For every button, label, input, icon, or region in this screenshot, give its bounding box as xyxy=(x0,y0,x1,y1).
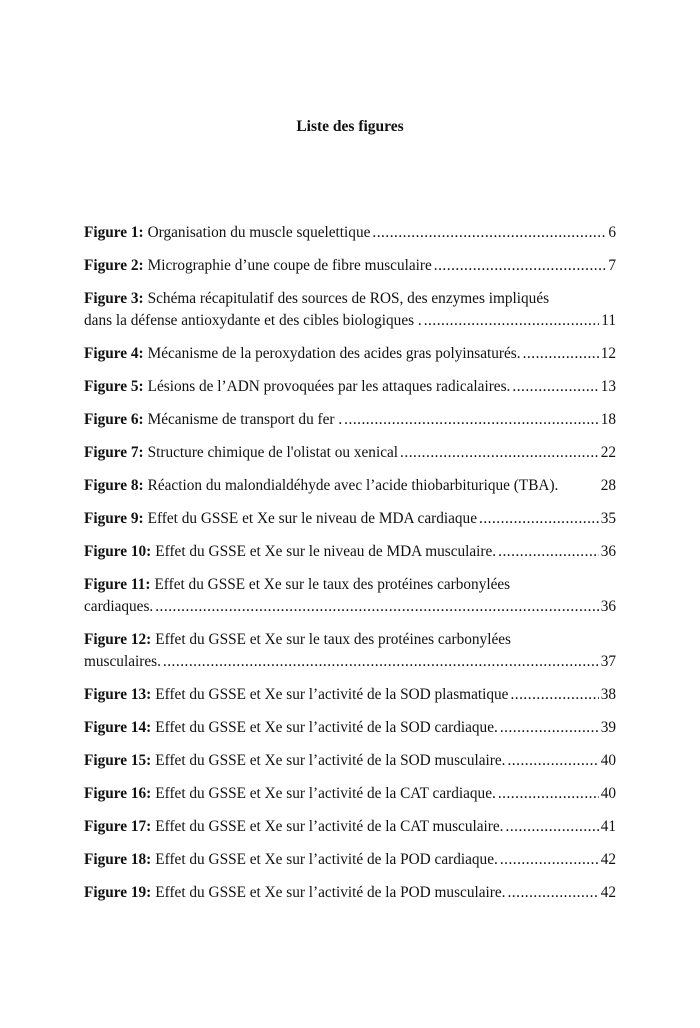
figure-label: Figure 16: xyxy=(84,785,152,802)
figure-label: Figure 17: xyxy=(84,818,152,835)
entry-line xyxy=(84,442,616,464)
entry-line xyxy=(84,343,616,365)
figure-label: Figure 3: xyxy=(84,290,144,307)
figure-label: Figure 15: xyxy=(84,752,152,769)
figure-caption: Mécanisme de la peroxydation des acides gras polyinsaturés. xyxy=(147,345,521,362)
page-number: 35 xyxy=(600,510,616,527)
dot-leader xyxy=(507,750,598,772)
figure-entry[interactable] xyxy=(84,849,616,871)
entry-line xyxy=(84,849,616,871)
figure-caption: Effet du GSSE et Xe sur l’activité de la POD musculaire. xyxy=(155,884,506,901)
entry-line xyxy=(84,750,616,772)
entry-line xyxy=(84,288,616,310)
figure-list xyxy=(84,222,616,915)
figure-caption: Effet du GSSE et Xe sur l’activité de la SOD cardiaque. xyxy=(155,719,498,736)
page-number: 7 xyxy=(608,257,616,274)
entry-line xyxy=(84,376,616,398)
figure-entry[interactable] xyxy=(84,717,616,739)
entry-line xyxy=(84,783,616,805)
entry-line xyxy=(84,255,616,277)
figure-entry[interactable] xyxy=(84,816,616,838)
figure-caption: Effet du GSSE et Xe sur le taux des protéines carbonylées xyxy=(154,576,511,593)
page-title: Liste des figures xyxy=(296,118,404,135)
figure-label: Figure 4: xyxy=(84,345,144,362)
dot-leader xyxy=(155,596,598,618)
figure-entry[interactable] xyxy=(84,541,616,563)
dot-leader xyxy=(479,508,599,530)
entry-line xyxy=(84,310,616,332)
dot-leader xyxy=(523,343,599,365)
figure-entry[interactable] xyxy=(84,255,616,277)
figure-caption: Effet du GSSE et Xe sur l’activité de la CAT musculaire. xyxy=(155,818,504,835)
entry-line xyxy=(84,409,616,431)
figure-label: Figure 11: xyxy=(84,576,151,593)
figure-caption: Effet du GSSE et Xe sur le niveau de MDA musculaire. xyxy=(155,543,497,560)
dot-leader xyxy=(424,310,600,332)
dot-leader xyxy=(500,717,599,739)
figure-label: Figure 10: xyxy=(84,543,152,560)
page-number: 42 xyxy=(600,884,616,901)
dot-leader xyxy=(512,376,598,398)
figure-caption: Lésions de l’ADN provoquées par les attaques radicalaires. xyxy=(147,378,511,395)
figure-label: Figure 13: xyxy=(84,686,152,703)
figure-caption: Schéma récapitulatif des sources de ROS, des enzymes impliqués xyxy=(147,290,550,307)
figure-entry[interactable] xyxy=(84,409,616,431)
page-number: 38 xyxy=(600,686,616,703)
page-number: 22 xyxy=(600,444,616,461)
dot-leader xyxy=(498,541,599,563)
figure-caption: Effet du GSSE et Xe sur l’activité de la POD cardiaque. xyxy=(155,851,498,868)
page-number: 40 xyxy=(600,752,616,769)
page-number: 36 xyxy=(600,543,616,560)
figure-entry[interactable] xyxy=(84,343,616,365)
figure-caption: Réaction du malondialdéhyde avec l’acide thiobarbiturique (TBA). xyxy=(147,477,559,494)
figure-label: Figure 2: xyxy=(84,257,144,274)
dot-leader xyxy=(498,783,599,805)
figure-label: Figure 1: xyxy=(84,224,144,241)
entry-line xyxy=(84,651,616,673)
dot-leader xyxy=(506,816,599,838)
figure-entry[interactable] xyxy=(84,783,616,805)
figure-entry[interactable] xyxy=(84,288,616,332)
page-number: 12 xyxy=(600,345,616,362)
figure-entry[interactable] xyxy=(84,750,616,772)
figure-caption: Effet du GSSE et Xe sur l’activité de la SOD plasmatique xyxy=(155,686,509,703)
figure-label: Figure 18: xyxy=(84,851,152,868)
dot-leader xyxy=(500,849,599,871)
figure-label: Figure 19: xyxy=(84,884,152,901)
figure-entry[interactable] xyxy=(84,508,616,530)
figure-caption: cardiaques. xyxy=(84,598,154,615)
figure-entry[interactable] xyxy=(84,376,616,398)
figure-entry[interactable] xyxy=(84,629,616,673)
figure-caption: Effet du GSSE et Xe sur le taux des protéines carbonylées xyxy=(155,631,511,648)
entry-line xyxy=(84,629,616,651)
figure-label: Figure 9: xyxy=(84,510,144,527)
page-number: 6 xyxy=(608,224,616,241)
figure-caption: Effet du GSSE et Xe sur l’activité de la SOD musculaire. xyxy=(155,752,506,769)
figure-entry[interactable] xyxy=(84,882,616,904)
figure-entry[interactable] xyxy=(84,475,616,497)
entry-line xyxy=(84,475,616,497)
entry-line xyxy=(84,717,616,739)
page-number: 11 xyxy=(601,312,616,329)
dot-leader xyxy=(344,409,599,431)
entry-line xyxy=(84,882,616,904)
dot-leader xyxy=(372,222,606,244)
page-number: 18 xyxy=(600,411,616,428)
dot-leader xyxy=(434,255,607,277)
page-number: 41 xyxy=(600,818,616,835)
dot-leader xyxy=(507,882,598,904)
figure-caption: Micrographie d’une coupe de fibre musculaire xyxy=(147,257,432,274)
figure-entry[interactable] xyxy=(84,222,616,244)
page-number: 42 xyxy=(600,851,616,868)
entry-line xyxy=(84,574,616,596)
page-number: 28 xyxy=(600,477,616,494)
dot-leader xyxy=(400,442,599,464)
dot-leader xyxy=(163,651,599,673)
page-number: 37 xyxy=(600,653,616,670)
page-number: 36 xyxy=(600,598,616,615)
figure-label: Figure 8: xyxy=(84,477,144,494)
entry-line xyxy=(84,508,616,530)
entry-line xyxy=(84,684,616,706)
figure-entry[interactable] xyxy=(84,574,616,618)
entry-line xyxy=(84,541,616,563)
figure-label: Figure 6: xyxy=(84,411,144,428)
figure-label: Figure 12: xyxy=(84,631,152,648)
figure-caption: musculaires. xyxy=(84,653,161,670)
page-number: 13 xyxy=(600,378,616,395)
figure-entry[interactable] xyxy=(84,684,616,706)
figure-label: Figure 5: xyxy=(84,378,144,395)
figure-label: Figure 7: xyxy=(84,444,144,461)
figure-label: Figure 14: xyxy=(84,719,152,736)
figure-entry[interactable] xyxy=(84,442,616,464)
figure-caption: Structure chimique de l'olistat ou xenical xyxy=(147,444,399,461)
figure-caption: Mécanisme de transport du fer . xyxy=(147,411,343,428)
dot-leader xyxy=(510,684,598,706)
page-number: 39 xyxy=(600,719,616,736)
figure-caption: Effet du GSSE et Xe sur le niveau de MDA cardiaque xyxy=(147,510,477,527)
page-number: 40 xyxy=(600,785,616,802)
entry-line xyxy=(84,222,616,244)
entry-line xyxy=(84,816,616,838)
figure-caption: Effet du GSSE et Xe sur l’activité de la CAT cardiaque. xyxy=(155,785,496,802)
figure-caption: Organisation du muscle squelettique xyxy=(147,224,371,241)
entry-line xyxy=(84,596,616,618)
figure-caption: dans la défense antioxydante et des cibles biologiques . xyxy=(84,312,422,329)
